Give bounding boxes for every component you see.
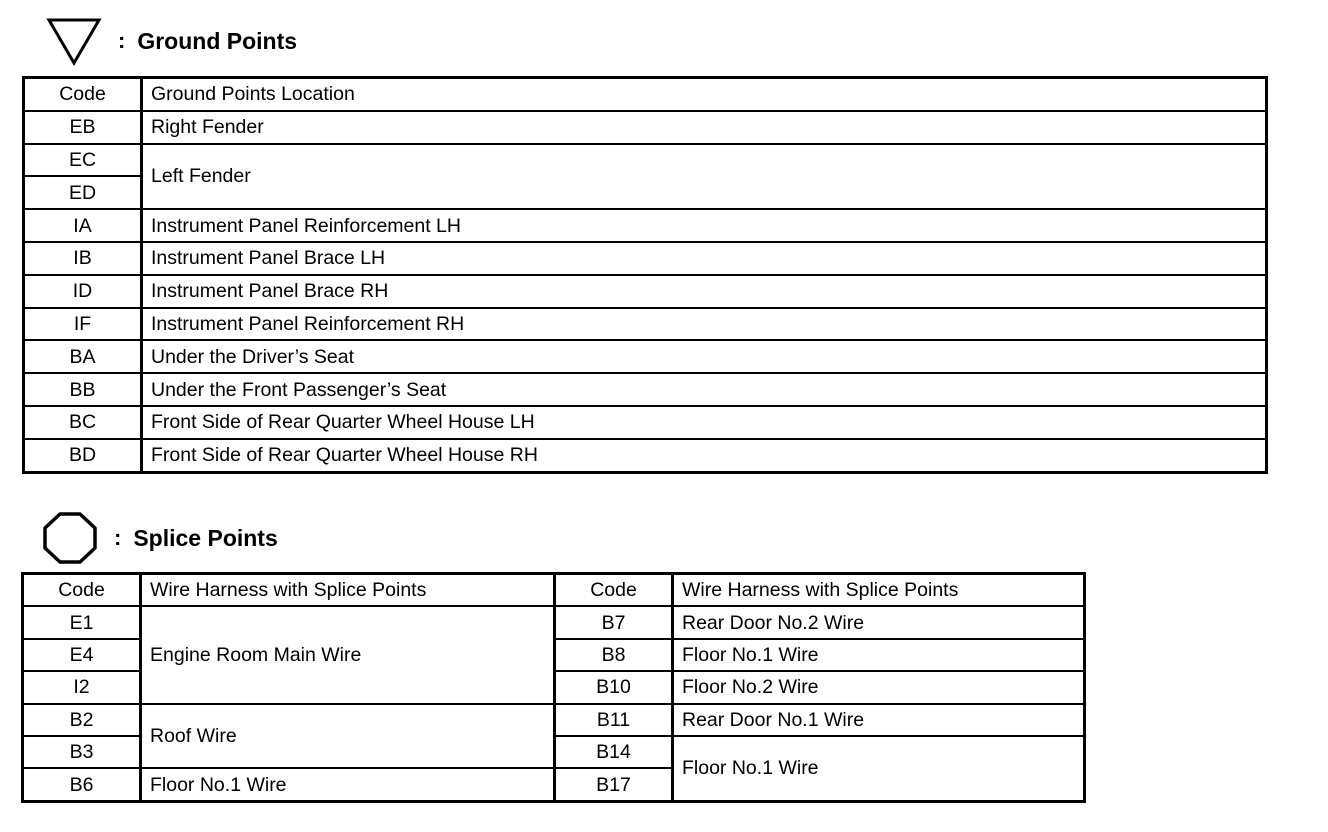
table-row (24, 308, 1267, 341)
table-row (24, 406, 1267, 439)
ground-location: Under the Front Passenger’s Seat (142, 373, 1267, 406)
splice-code: B10 (555, 671, 673, 703)
ground-points-table (22, 76, 1268, 474)
splice-harness: Floor No.1 Wire (673, 736, 1085, 801)
ground-code: EB (24, 111, 142, 144)
ground-location: Front Side of Rear Quarter Wheel House RH (142, 439, 1267, 472)
splice-harness: Roof Wire (141, 704, 555, 769)
ground-code: IF (24, 308, 142, 341)
ground-code: IA (24, 209, 142, 242)
ground-code: BB (24, 373, 142, 406)
ground-location: Left Fender (142, 144, 1267, 210)
splice-harness: Rear Door No.1 Wire (673, 704, 1085, 736)
splice-harness: Rear Door No.2 Wire (673, 606, 1085, 638)
splice-code: B14 (555, 736, 673, 768)
splice-points-table (21, 572, 1086, 803)
ground-code: ID (24, 275, 142, 308)
splice-code: B3 (23, 736, 141, 768)
table-row (23, 704, 1085, 736)
ground-code: EC (24, 144, 142, 177)
ground-points-title: Ground Points (137, 27, 298, 54)
table-row (24, 373, 1267, 406)
table-row (24, 242, 1267, 275)
octagon-icon (40, 513, 100, 563)
splice-code: B2 (23, 704, 141, 736)
table-row (24, 275, 1267, 308)
ground-location: Instrument Panel Reinforcement LH (142, 209, 1267, 242)
ground-code: BC (24, 406, 142, 439)
table-row (24, 439, 1267, 472)
table-header-row (24, 78, 1267, 111)
ground-code: BD (24, 439, 142, 472)
ground-code: ED (24, 176, 142, 209)
splice-harness: Floor No.1 Wire (141, 768, 555, 801)
splice-harness: Engine Room Main Wire (141, 606, 555, 703)
splice-points-colon: : (114, 525, 122, 550)
ground-points-header (44, 16, 297, 66)
header-harness-left: Wire Harness with Splice Points (141, 574, 555, 607)
table-row (24, 111, 1267, 144)
inverted-triangle-icon (44, 16, 104, 66)
table-row (24, 340, 1267, 373)
header-code-left: Code (23, 574, 141, 607)
splice-points-title: Splice Points (133, 524, 278, 551)
ground-points-colon: : (118, 28, 126, 53)
splice-harness: Floor No.2 Wire (673, 671, 1085, 703)
ground-location: Front Side of Rear Quarter Wheel House LH (142, 406, 1267, 439)
ground-code: BA (24, 340, 142, 373)
table-row (24, 144, 1267, 177)
splice-harness: Floor No.1 Wire (673, 639, 1085, 671)
splice-code: B11 (555, 704, 673, 736)
splice-code: B8 (555, 639, 673, 671)
header-code: Code (24, 78, 142, 111)
splice-points-header (40, 513, 278, 563)
ground-location: Instrument Panel Brace LH (142, 242, 1267, 275)
ground-location: Instrument Panel Brace RH (142, 275, 1267, 308)
header-code-right: Code (555, 574, 673, 607)
ground-location: Right Fender (142, 111, 1267, 144)
header-location: Ground Points Location (142, 78, 1267, 111)
table-row (24, 209, 1267, 242)
splice-code: B17 (555, 768, 673, 801)
splice-code: E1 (23, 606, 141, 638)
header-harness-right: Wire Harness with Splice Points (673, 574, 1085, 607)
table-header-row (23, 574, 1085, 607)
ground-location: Instrument Panel Reinforcement RH (142, 308, 1267, 341)
ground-code: IB (24, 242, 142, 275)
splice-code: B6 (23, 768, 141, 801)
splice-code: I2 (23, 671, 141, 703)
table-row (23, 606, 1085, 638)
splice-code: B7 (555, 606, 673, 638)
ground-location: Under the Driver’s Seat (142, 340, 1267, 373)
splice-code: E4 (23, 639, 141, 671)
